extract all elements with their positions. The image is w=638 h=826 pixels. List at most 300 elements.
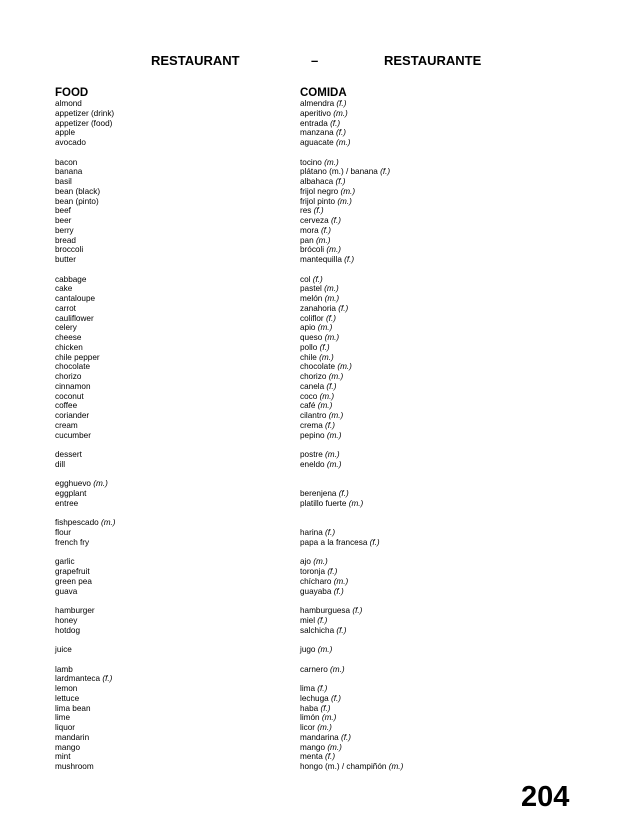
english-word: lettuce [55, 693, 80, 703]
english-word: cinnamon [55, 381, 91, 391]
english-word: guava [55, 586, 78, 596]
page-number: 204 [521, 781, 570, 813]
spanish-word: frijol pinto [300, 196, 336, 206]
spanish-word: chorizo [300, 372, 327, 381]
spanish-term [300, 557, 328, 567]
vocab-row [0, 645, 638, 655]
spanish-term [300, 216, 341, 226]
gender-marker: (m.) [328, 411, 344, 420]
gender-marker: (m.) [324, 157, 339, 167]
gender-marker: (m.) [93, 479, 108, 489]
english-term [55, 577, 92, 587]
english-term [55, 616, 77, 626]
english-word: coconut [55, 391, 84, 401]
gender-marker: (f.) [325, 313, 336, 323]
spanish-term [300, 684, 327, 694]
spanish-word: café [300, 401, 316, 411]
gender-marker: (m.) [337, 362, 352, 372]
english-word: cauliflower [55, 313, 94, 323]
english-term [55, 587, 77, 597]
gender-marker: (m.) [317, 645, 333, 654]
vocab-row [0, 177, 638, 187]
english-word: eggplant [55, 489, 87, 498]
spanish-word: carnero [300, 664, 328, 674]
vocab-row [0, 226, 638, 236]
spanish-word: chocolate [300, 362, 336, 372]
english-word: appetizer (food) [55, 118, 113, 128]
spanish-word: menta [300, 752, 323, 762]
english-word: beef [55, 206, 71, 216]
title-spanish: RESTAURANTE [384, 53, 482, 68]
spanish-word: berenjena [300, 489, 337, 498]
spanish-word: queso [300, 333, 323, 342]
english-term [55, 704, 91, 714]
group-spacer [0, 635, 638, 645]
spanish-term [300, 665, 345, 675]
spanish-word: mora [300, 225, 319, 235]
english-word: bread [55, 235, 76, 245]
english-term [55, 167, 82, 177]
spanish-term [300, 645, 332, 655]
gender-marker: (f.) [338, 303, 349, 313]
english-word: bean (black) [55, 186, 101, 196]
spanish-word: harina [300, 528, 323, 537]
vocab-row [0, 704, 638, 714]
gender-marker: (m.) [321, 713, 337, 723]
english-word: mango [55, 742, 81, 752]
gender-marker: (m.) [317, 323, 333, 333]
english-word: green pea [55, 576, 92, 586]
english-term [55, 460, 65, 470]
vocab-row [0, 99, 638, 109]
gender-marker: (m.) [326, 459, 342, 469]
english-term [55, 762, 94, 772]
english-word: almond [55, 99, 82, 108]
english-term [55, 674, 112, 684]
english-word: cantaloupe [55, 294, 96, 303]
english-word: fishpescado [55, 518, 99, 528]
english-word: entree [55, 498, 79, 508]
spanish-term [300, 577, 348, 587]
spanish-word: canela [300, 381, 325, 391]
gender-marker: (f.) [326, 381, 337, 391]
english-term [55, 362, 90, 372]
vocab-row [0, 138, 638, 148]
english-term [55, 489, 86, 499]
vocab-row [0, 606, 638, 616]
title-english: RESTAURANT [151, 53, 240, 68]
spanish-term [300, 343, 330, 353]
gender-marker: (m.) [388, 762, 404, 771]
spanish-word: frijol negro [300, 186, 339, 196]
english-term [55, 294, 95, 304]
spanish-term [300, 743, 342, 753]
spanish-term [300, 606, 362, 616]
english-term [55, 138, 86, 148]
spanish-term [300, 382, 336, 392]
english-word: cabbage [55, 274, 87, 284]
spanish-term [300, 372, 343, 382]
vocab-row [0, 567, 638, 577]
spanish-term [300, 694, 341, 704]
spanish-word: cilantro [300, 411, 327, 420]
english-term [55, 236, 76, 246]
spanish-term [300, 499, 363, 509]
spanish-term [300, 626, 346, 636]
spanish-word: platillo fuerte [300, 498, 347, 508]
spanish-term [300, 713, 336, 723]
spanish-word: pollo [300, 342, 318, 352]
english-word: lima bean [55, 703, 91, 713]
spanish-word: pepino [300, 430, 325, 440]
vocab-row [0, 752, 638, 762]
vocab-row [0, 353, 638, 363]
vocab-row [0, 694, 638, 704]
vocab-row [0, 713, 638, 723]
english-word: chicken [55, 342, 83, 352]
gender-marker: (f.) [335, 177, 346, 186]
vocab-row [0, 206, 638, 216]
spanish-word: haba [300, 703, 319, 713]
spanish-term [300, 177, 346, 187]
spanish-word: miel [300, 615, 316, 625]
spanish-term [300, 284, 339, 294]
group-spacer [0, 655, 638, 665]
spanish-word: chícharo [300, 576, 332, 586]
spanish-word: salchicha [300, 625, 335, 635]
gender-marker: (f.) [344, 255, 355, 264]
vocab-row [0, 626, 638, 636]
vocab-row [0, 284, 638, 294]
spanish-word: mandarina [300, 732, 339, 742]
vocab-row [0, 109, 638, 119]
spanish-term [300, 411, 343, 421]
english-word: banana [55, 167, 83, 177]
spanish-term [300, 333, 339, 343]
spanish-term [300, 528, 335, 538]
english-word: hamburger [55, 606, 95, 615]
english-term [55, 479, 108, 489]
vocab-row [0, 557, 638, 567]
gender-marker: (f.) [330, 118, 341, 128]
vocab-row [0, 411, 638, 421]
vocab-row [0, 587, 638, 597]
spanish-term [300, 704, 331, 714]
group-spacer [0, 440, 638, 450]
spanish-word: cerveza [300, 216, 329, 225]
vocab-row [0, 382, 638, 392]
spanish-word: almendra [300, 99, 335, 108]
vocab-row [0, 518, 638, 528]
english-word: lemon [55, 684, 78, 693]
spanish-word: postre [300, 450, 323, 459]
english-word: dessert [55, 450, 82, 459]
english-word: broccoli [55, 245, 84, 255]
gender-marker: (m.) [324, 333, 340, 342]
spanish-word: aperitivo [300, 108, 331, 118]
english-term [55, 372, 81, 382]
group-spacer [0, 148, 638, 158]
english-term [55, 245, 83, 255]
english-term [55, 752, 70, 762]
gender-marker: (m.) [313, 557, 328, 567]
vocab-row [0, 762, 638, 772]
gender-marker: (f.) [335, 128, 346, 138]
spanish-term [300, 567, 337, 577]
vocab-row [0, 255, 638, 265]
english-term [55, 255, 76, 265]
vocab-row [0, 119, 638, 129]
vocab-row [0, 245, 638, 255]
english-word: chocolate [55, 362, 91, 372]
english-term [55, 304, 76, 314]
gender-marker: (m.) [333, 108, 348, 118]
vocab-row [0, 674, 638, 684]
vocab-row [0, 343, 638, 353]
vocab-row [0, 479, 638, 489]
spanish-word: crema [300, 420, 323, 430]
vocab-row [0, 333, 638, 343]
spanish-term [300, 128, 346, 138]
gender-marker: (m.) [319, 352, 334, 362]
english-word: butter [55, 255, 76, 264]
vocab-row [0, 187, 638, 197]
vocab-row [0, 294, 638, 304]
spanish-term [300, 353, 334, 363]
gender-marker: (m.) [333, 576, 349, 586]
spanish-term [300, 304, 348, 314]
spanish-term [300, 275, 323, 285]
english-word: cheese [55, 333, 82, 342]
gender-marker: (f.) [336, 625, 347, 635]
spanish-word: toronja [300, 567, 326, 576]
spanish-word: limón [300, 713, 320, 723]
english-word: dill [55, 459, 66, 469]
vocab-row [0, 450, 638, 460]
spanish-word: guayaba [300, 586, 332, 596]
english-word: hotdog [55, 625, 81, 635]
english-word: honey [55, 615, 78, 625]
gender-marker: (f.) [319, 342, 330, 352]
spanish-term [300, 723, 332, 733]
spanish-term [300, 489, 349, 499]
vocab-row [0, 275, 638, 285]
spanish-term [300, 167, 390, 177]
english-word: berry [55, 225, 74, 235]
spanish-term [300, 197, 352, 207]
spanish-term [300, 733, 351, 743]
spanish-term [300, 314, 336, 324]
english-term [55, 382, 91, 392]
gender-marker: (f.) [338, 489, 349, 498]
spanish-term [300, 226, 331, 236]
spanish-word: hongo (m.) / champiñón [300, 762, 387, 771]
gender-marker: (m.) [326, 430, 342, 440]
gender-marker: (f.) [313, 206, 324, 216]
gender-marker: (m.) [325, 450, 340, 459]
gender-marker: (m.) [348, 498, 364, 508]
english-word: mint [55, 752, 71, 762]
english-word: coffee [55, 401, 78, 411]
spanish-term [300, 401, 332, 411]
spanish-word: plátano (m.) / banana [300, 167, 378, 177]
gender-marker: (f.) [317, 615, 328, 625]
spanish-word: col [300, 274, 311, 284]
spanish-term [300, 362, 352, 372]
vocab-row [0, 392, 638, 402]
english-word: cream [55, 420, 78, 430]
spanish-word: mango [300, 742, 326, 752]
group-spacer [0, 548, 638, 558]
english-term [55, 518, 116, 528]
gender-marker: (m.) [100, 518, 116, 528]
group-spacer [0, 470, 638, 480]
vocab-row [0, 616, 638, 626]
vocab-row [0, 197, 638, 207]
spanish-term [300, 99, 346, 109]
english-term [55, 333, 81, 343]
gender-marker: (m.) [317, 723, 332, 732]
english-term [55, 694, 79, 704]
vocab-row [0, 167, 638, 177]
english-word: liquor [55, 723, 76, 732]
group-spacer [0, 509, 638, 519]
spanish-term [300, 460, 341, 470]
spanish-term [300, 392, 334, 402]
english-term [55, 665, 73, 675]
english-term [55, 499, 78, 509]
gender-marker: (f.) [369, 537, 380, 547]
gender-marker: (f.) [333, 586, 344, 596]
vocab-row [0, 528, 638, 538]
gender-marker: (m.) [324, 294, 340, 303]
spanish-word: lima [300, 684, 316, 693]
spanish-word: chile [300, 352, 317, 362]
spanish-word: coliflor [300, 313, 324, 323]
gender-marker: (m.) [317, 401, 333, 411]
spanish-term [300, 762, 403, 772]
spanish-term [300, 587, 344, 597]
english-term [55, 538, 89, 548]
english-term [55, 528, 71, 538]
english-word: cake [55, 284, 73, 294]
spanish-term [300, 158, 339, 168]
spanish-term [300, 138, 351, 148]
vocab-row [0, 489, 638, 499]
column-header-english: FOOD [55, 87, 89, 99]
english-word: avocado [55, 138, 86, 147]
vocab-row [0, 665, 638, 675]
gender-marker: (f.) [320, 225, 331, 235]
english-term [55, 450, 82, 460]
english-term [55, 177, 72, 187]
spanish-term [300, 236, 331, 246]
vocab-row [0, 323, 638, 333]
spanish-word: albahaca [300, 177, 334, 186]
english-term [55, 557, 75, 567]
spanish-term [300, 255, 354, 265]
spanish-word: aguacate [300, 138, 334, 147]
spanish-word: melón [300, 294, 323, 303]
english-word: grapefruit [55, 567, 90, 576]
gender-marker: (f.) [352, 606, 363, 615]
english-word: coriander [55, 411, 90, 420]
english-word: mushroom [55, 762, 94, 771]
english-term [55, 216, 71, 226]
english-word: egghuevo [55, 479, 91, 489]
gender-marker: (m.) [328, 372, 344, 381]
spanish-word: zanahoria [300, 303, 336, 313]
english-term [55, 431, 91, 441]
english-word: bean (pinto) [55, 196, 99, 206]
vocabulary-list [0, 99, 638, 772]
english-term [55, 645, 72, 655]
english-word: lardmanteca [55, 674, 101, 684]
gender-marker: (f.) [317, 684, 328, 693]
english-term [55, 226, 74, 236]
english-term [55, 187, 100, 197]
vocab-row [0, 421, 638, 431]
english-term [55, 343, 83, 353]
gender-marker: (m.) [326, 245, 341, 255]
spanish-word: lechuga [300, 693, 329, 703]
english-term [55, 626, 80, 636]
english-word: cucumber [55, 430, 91, 440]
vocab-row [0, 460, 638, 470]
english-term [55, 353, 100, 363]
spanish-term [300, 187, 355, 197]
vocab-row [0, 216, 638, 226]
title-dash: – [311, 53, 319, 68]
english-word: apple [55, 128, 76, 138]
english-term [55, 275, 86, 285]
english-word: bacon [55, 157, 78, 167]
english-word: lamb [55, 664, 73, 674]
gender-marker: (f.) [330, 216, 341, 225]
english-term [55, 684, 77, 694]
spanish-word: manzana [300, 128, 334, 138]
english-term [55, 606, 95, 616]
vocab-row [0, 499, 638, 509]
english-term [55, 119, 112, 129]
english-word: lime [55, 713, 71, 723]
gender-marker: (m.) [327, 742, 342, 752]
english-word: chile pepper [55, 352, 100, 362]
gender-marker: (f.) [330, 693, 341, 703]
vocab-row [0, 362, 638, 372]
vocab-row [0, 538, 638, 548]
english-term [55, 314, 94, 324]
english-term [55, 743, 80, 753]
gender-marker: (f.) [327, 567, 338, 576]
english-word: beer [55, 216, 72, 225]
gender-marker: (m.) [324, 284, 339, 294]
spanish-word: ajo [300, 557, 311, 567]
spanish-word: coco [300, 391, 318, 401]
english-word: flour [55, 528, 71, 537]
spanish-word: brócoli [300, 245, 325, 255]
spanish-word: entrada [300, 118, 328, 128]
english-term [55, 392, 84, 402]
spanish-term [300, 294, 339, 304]
group-spacer [0, 265, 638, 275]
english-term [55, 421, 78, 431]
spanish-term [300, 616, 327, 626]
english-term [55, 567, 90, 577]
vocab-row [0, 236, 638, 246]
english-word: basil [55, 177, 72, 186]
english-word: appetizer (drink) [55, 108, 115, 118]
